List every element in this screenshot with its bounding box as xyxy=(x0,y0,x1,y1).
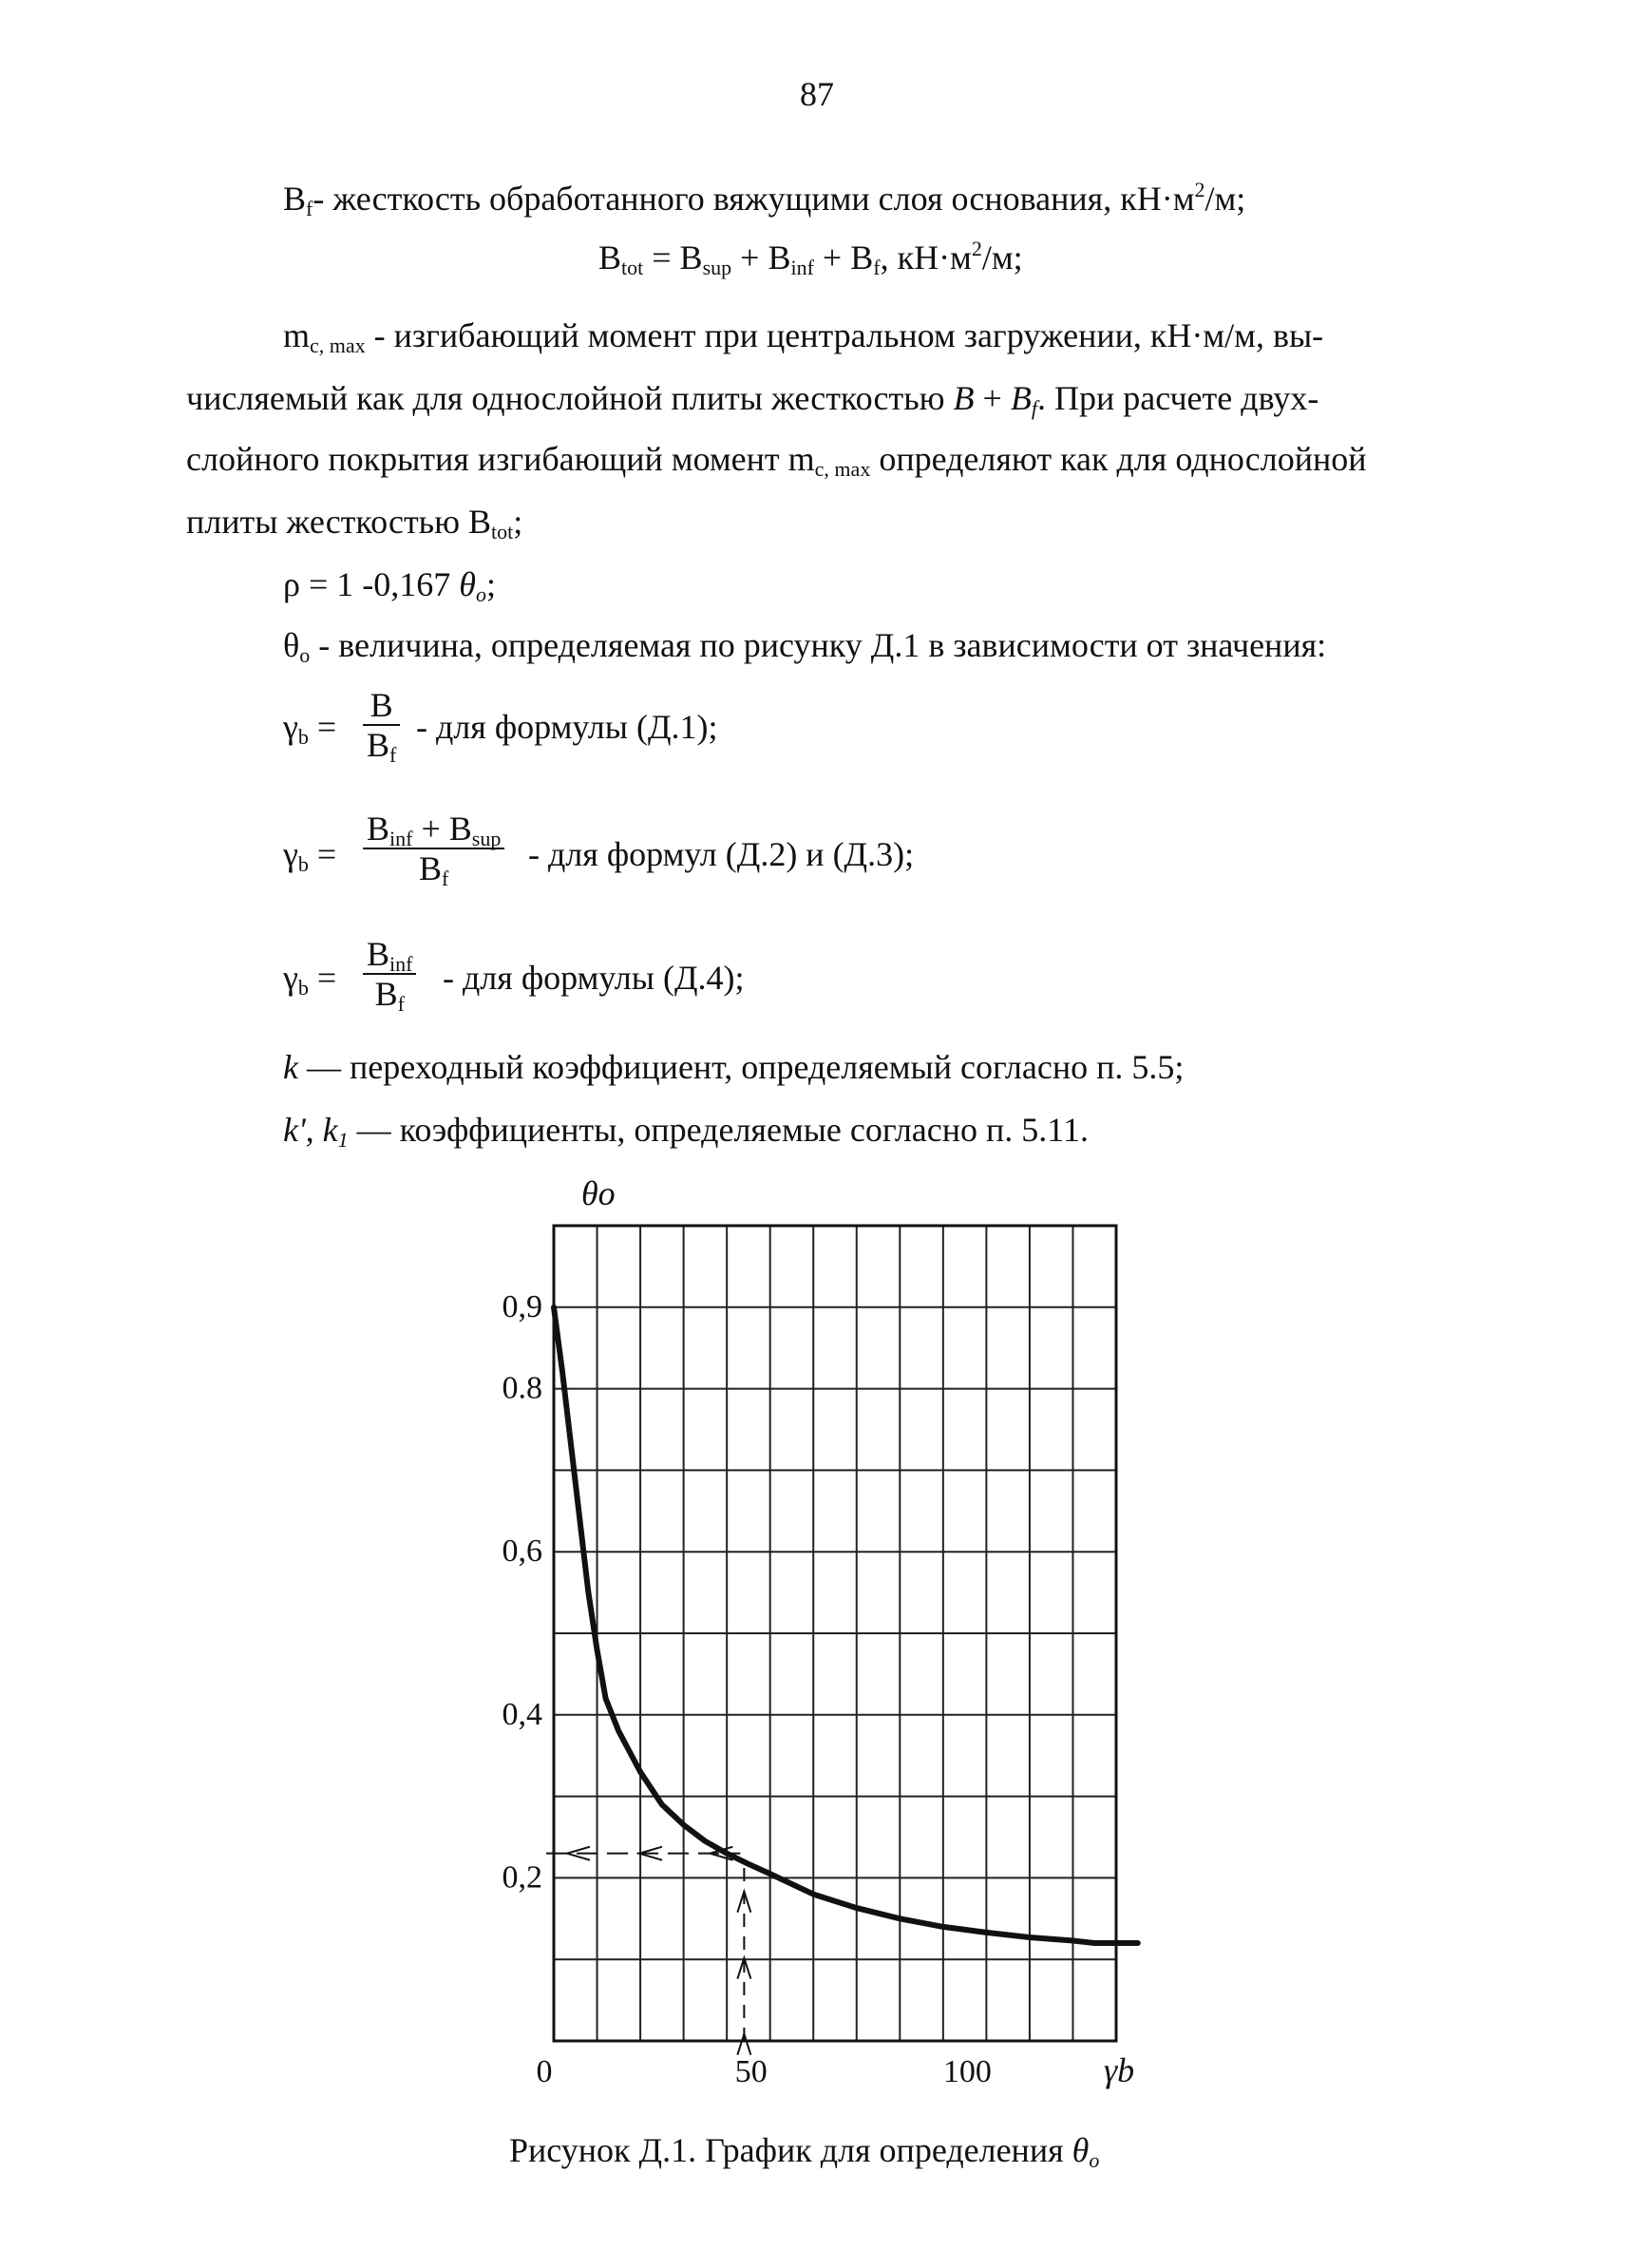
subscript: o xyxy=(475,582,486,606)
denominator xyxy=(363,726,400,767)
paragraph-m-line-1 xyxy=(283,314,1323,357)
equals: = xyxy=(316,835,337,873)
symbol-k: k xyxy=(283,1048,298,1086)
subscript: f xyxy=(1031,396,1037,420)
subscript: f xyxy=(442,867,449,890)
symbol-b: B xyxy=(1010,379,1032,417)
gamma-3-lhs xyxy=(283,956,336,1000)
text: . При расчете двух- xyxy=(1036,379,1319,417)
symbol-gamma: γ xyxy=(283,708,298,746)
subscript: inf xyxy=(389,827,413,850)
subscript: sup xyxy=(471,827,502,850)
equals: = xyxy=(316,708,337,746)
text: определяют как для однослойной xyxy=(870,440,1367,478)
figure-caption xyxy=(509,2128,1099,2172)
paragraph-bf-definition xyxy=(283,177,1245,220)
theta-curve xyxy=(554,1307,1138,1943)
paragraph-k-definition xyxy=(283,1045,1184,1089)
text: плиты жесткостью B xyxy=(186,503,491,541)
formula-term: + B xyxy=(813,238,874,276)
gamma-1-text: - для формулы (Д.1); xyxy=(416,708,718,746)
symbol-gamma: γ xyxy=(283,959,298,997)
text: ; xyxy=(485,565,496,603)
definition-text: - жесткость обработанного вяжущими слоя основания, кН·м xyxy=(313,180,1195,218)
superscript: 2 xyxy=(971,237,982,260)
x-tick-label: 100 xyxy=(942,2054,992,2089)
symbol-b: + B xyxy=(412,810,472,848)
formula-btot xyxy=(598,236,1023,279)
subscript: inf xyxy=(389,952,413,976)
subscript: b xyxy=(297,976,309,1000)
y-tick-label: 0,6 xyxy=(502,1534,542,1570)
gamma-1-fraction xyxy=(363,686,400,767)
gamma-3-text: - для формулы (Д.4); xyxy=(443,959,745,997)
subscript: f xyxy=(397,992,405,1016)
y-tick-label: 0.8 xyxy=(502,1370,542,1406)
subscript: 1 xyxy=(337,1128,349,1152)
subscript: f xyxy=(389,743,397,767)
y-tick-label: 0,2 xyxy=(502,1859,542,1896)
subscript: f xyxy=(873,256,881,279)
text: слойного покрытия изгибающий момент m xyxy=(186,440,815,478)
formula-term: + B xyxy=(731,238,791,276)
subscript: f xyxy=(306,197,313,220)
symbol-b: B xyxy=(367,726,390,764)
symbol-gamma: γ xyxy=(283,835,298,873)
symbol-b: B xyxy=(374,975,398,1013)
symbol-theta: θ xyxy=(1072,2131,1090,2169)
equals: = xyxy=(316,959,337,997)
denominator xyxy=(363,975,416,1016)
symbol-theta: θ xyxy=(283,626,300,664)
chart-grid xyxy=(554,1226,1116,2041)
symbol-b: B xyxy=(953,379,975,417)
text: + xyxy=(974,379,1011,417)
symbol-b: B xyxy=(367,810,390,848)
theta-chart xyxy=(0,1174,1650,2128)
gamma-2-fraction xyxy=(363,810,504,890)
y-tick-label: 0,9 xyxy=(502,1288,542,1325)
paragraph-m-line-3 xyxy=(186,437,1367,481)
numerator xyxy=(363,810,504,849)
subscript: c, max xyxy=(310,334,366,357)
paragraph-k1-definition xyxy=(283,1108,1089,1152)
numerator: B xyxy=(363,686,400,726)
page-number: 87 xyxy=(800,75,834,113)
formula-rho xyxy=(283,562,496,606)
text: числяемый как для однослойной плиты жесткостью xyxy=(186,379,954,417)
text: - изгибающий момент при центральном загружении, кН·м/м, вы- xyxy=(365,316,1324,354)
subscript: tot xyxy=(491,520,514,543)
text: - величина, определяемая по рисунку Д.1 в зависимости от значения: xyxy=(310,626,1327,664)
symbol-b: B xyxy=(367,935,390,973)
y-axis-label: θo xyxy=(581,1174,616,1212)
text: — переходный коэффициент, определяемый согласно п. 5.5; xyxy=(297,1048,1185,1086)
subscript: b xyxy=(297,725,309,749)
gamma-1-lhs xyxy=(283,705,336,749)
gamma-2-lhs xyxy=(283,832,336,876)
paragraph-m-line-4 xyxy=(186,500,522,543)
formula-lhs: B xyxy=(598,238,622,276)
y-tick-label: 0,4 xyxy=(502,1696,542,1732)
subscript: o xyxy=(1089,2148,1100,2172)
text: — коэффициенты, определяемые согласно п. 5.11. xyxy=(348,1111,1089,1149)
numerator xyxy=(363,935,416,975)
subscript: c, max xyxy=(814,457,871,481)
caption-text: Рисунок Д.1. График для определения xyxy=(509,2131,1072,2169)
gamma-2-text: - для формул (Д.2) и (Д.3); xyxy=(528,835,915,873)
symbol-b: B xyxy=(283,180,307,218)
unit-tail: /м; xyxy=(1204,180,1246,218)
superscript: 2 xyxy=(1194,178,1205,201)
symbol-theta: θ xyxy=(459,565,476,603)
symbol-k: k', k xyxy=(283,1111,338,1149)
subscript: o xyxy=(299,643,311,667)
gamma-3-fraction xyxy=(363,935,416,1016)
x-tick-label: 50 xyxy=(734,2054,768,2089)
x-axis-label: γb xyxy=(1104,2051,1135,2089)
subscript: inf xyxy=(790,256,814,279)
paragraph-m-line-2 xyxy=(186,376,1318,420)
symbol-b: B xyxy=(419,849,443,887)
symbol-m: m xyxy=(283,316,311,354)
subscript: tot xyxy=(621,256,644,279)
formula-term: = B xyxy=(643,238,703,276)
subscript: b xyxy=(297,852,309,876)
text: ; xyxy=(513,503,523,541)
x-tick-label: 0 xyxy=(536,2054,553,2089)
paragraph-theta-definition xyxy=(283,623,1326,667)
formula-unit: /м; xyxy=(981,238,1023,276)
subscript: sup xyxy=(702,256,732,279)
denominator xyxy=(363,849,504,890)
formula-unit: , кН·м xyxy=(880,238,972,276)
text: ρ = 1 -0,167 xyxy=(283,565,460,603)
